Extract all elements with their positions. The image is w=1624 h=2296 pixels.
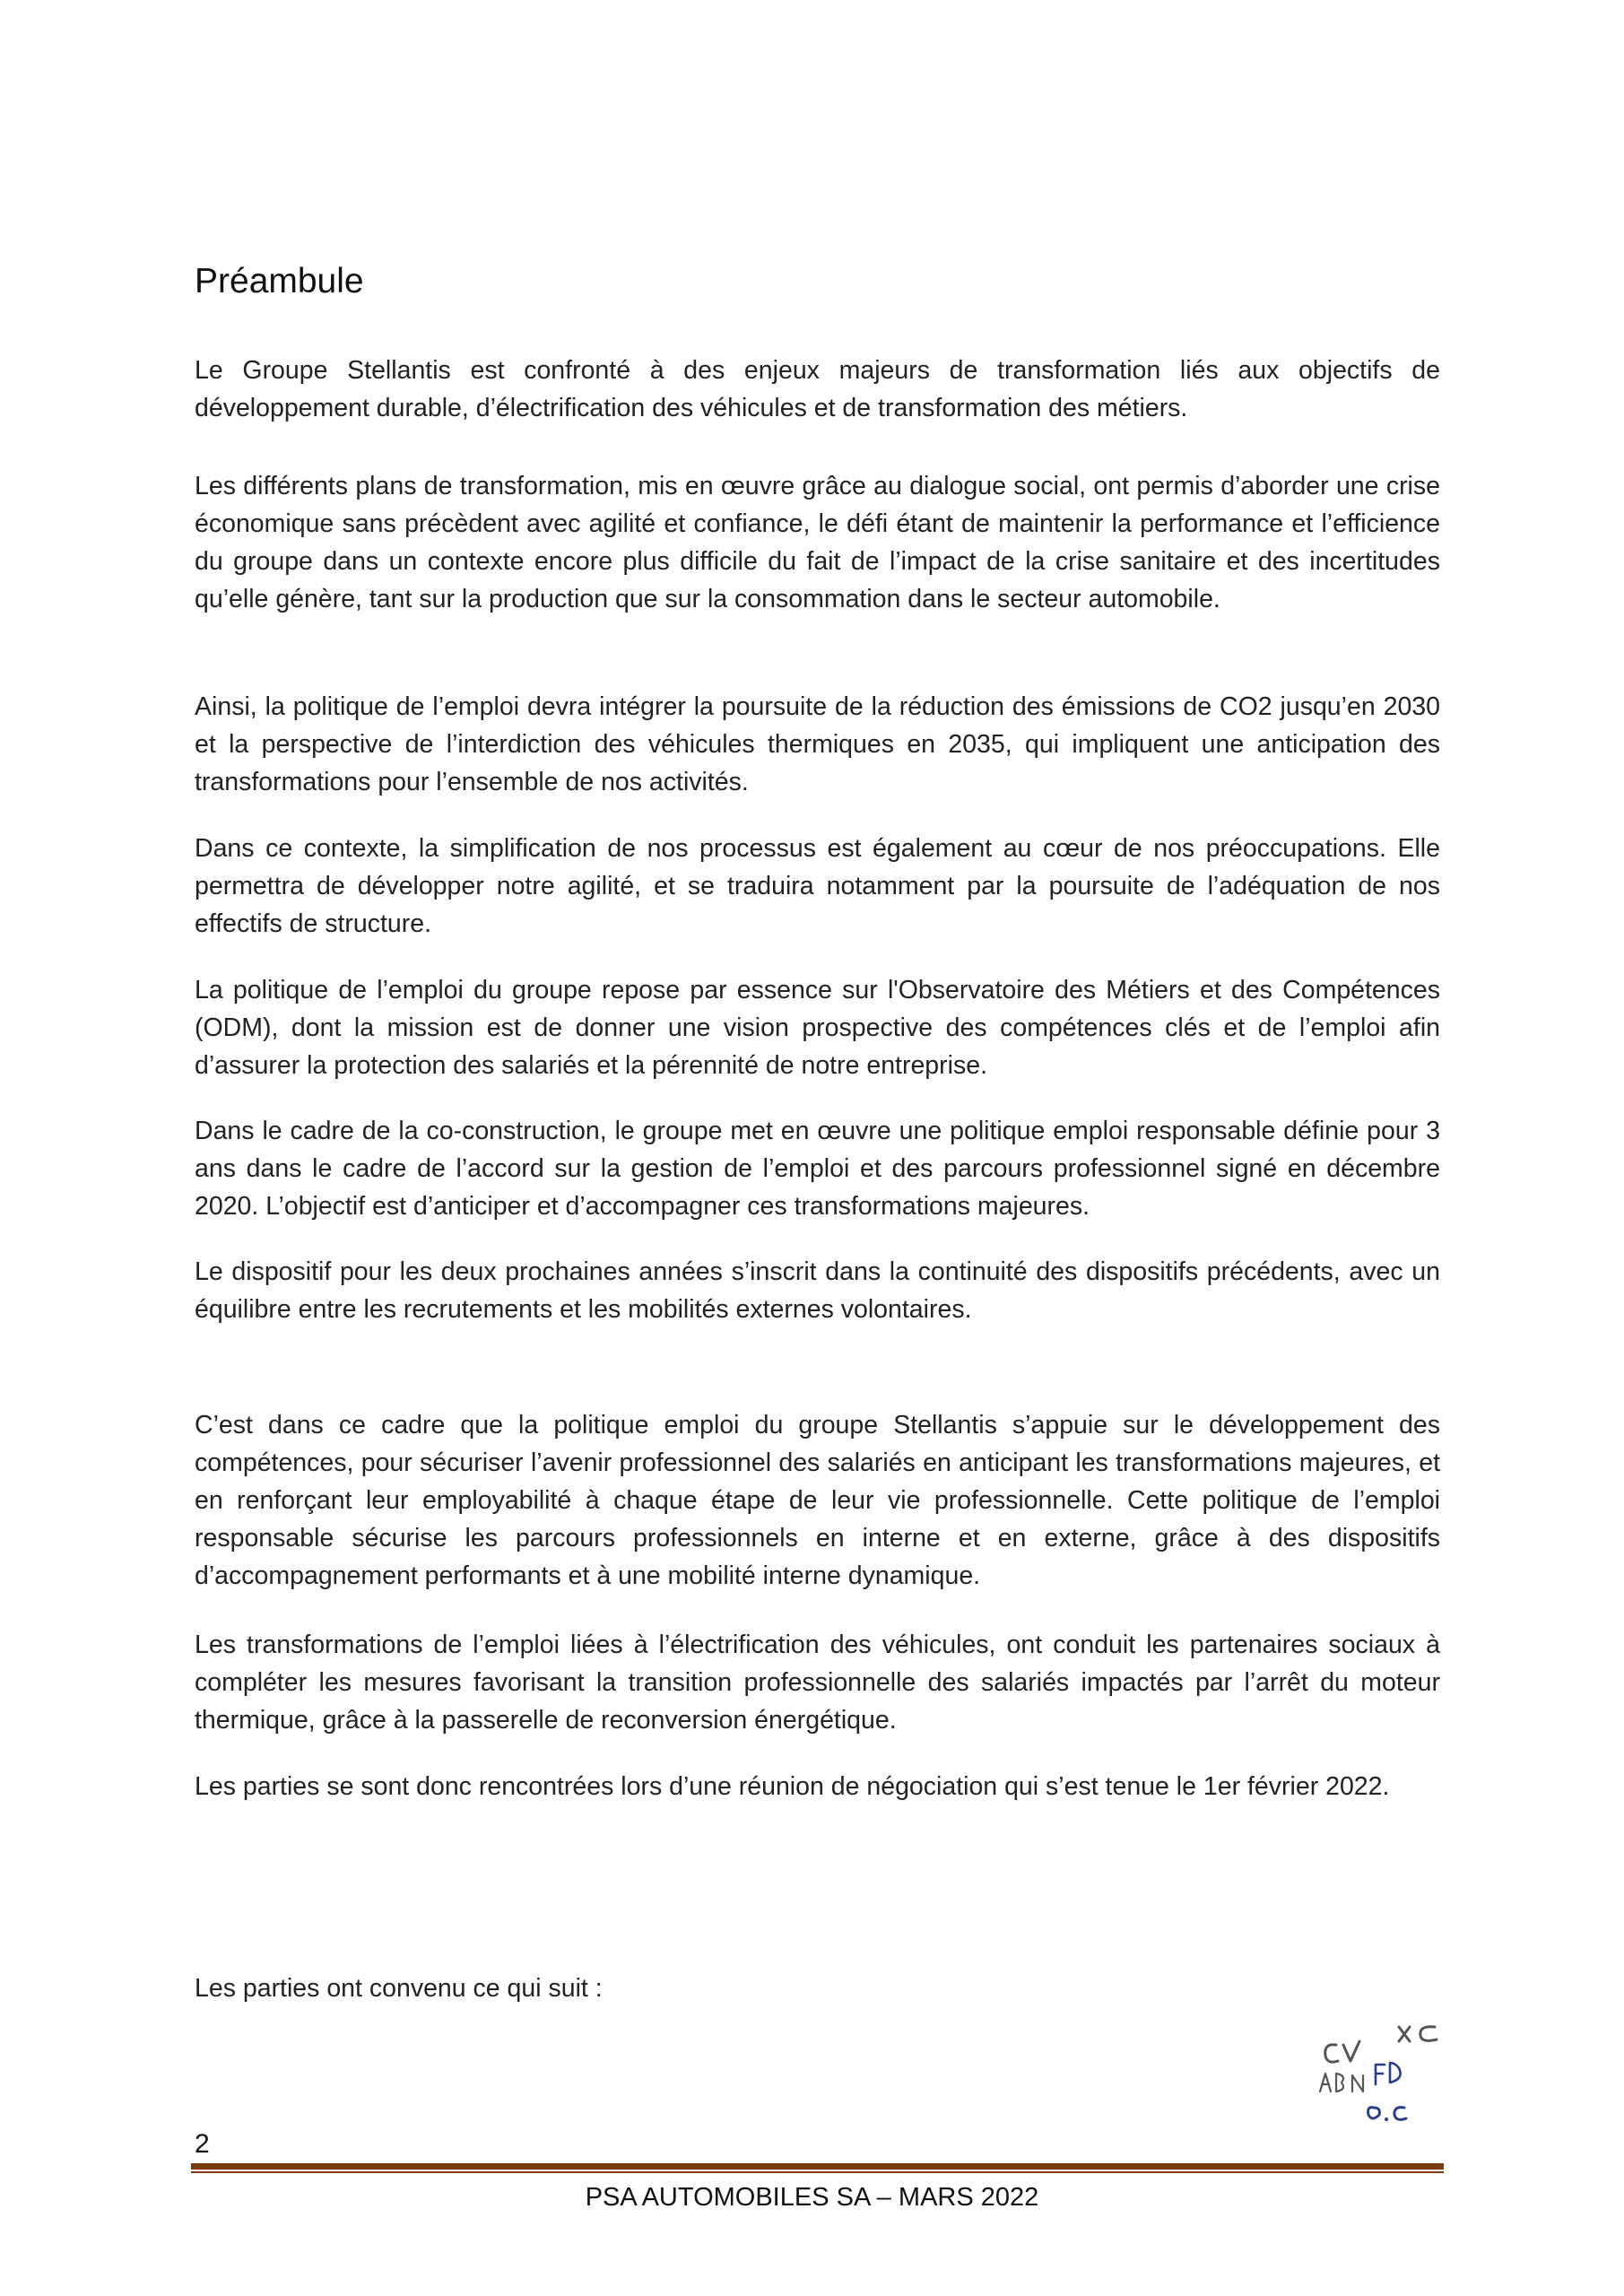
initials-abn xyxy=(1320,2074,1363,2092)
footer-divider xyxy=(191,2163,1444,2170)
paragraph-3: Ainsi, la politique de l’emploi devra intégrer la poursuite de la réduction des émissions de CO2 jusqu’en 2030 et la perspective de l’interdiction des véhicules thermiques en 2035, qui impliquent une anticipation des transformations pour l’ensemble de nos activités. xyxy=(195,692,1440,796)
paragraph-5: La politique de l’emploi du groupe repose par essence sur l'Observatoire des Métiers et des Compétences (ODM), dont la mission est de donner une vision prospective des compétences clés et de l’emploi afin d’assurer la protection des salariés et la pérennité de notre entreprise. xyxy=(195,976,1440,1080)
paragraph-10: Les parties se sont donc rencontrées lors d’une réunion de négociation qui s’est tenue le 1er février 2022. xyxy=(195,1772,1390,1801)
paragraph-8: C’est dans ce cadre que la politique emploi du groupe Stellantis s’appuie sur le développement des compétences, pour sécuriser l’avenir professionnel des salariés en anticipant les transformations majeures, et en renforçant leur employabilité à chaque étape de leur vie professionnelle. Cette politique de l’emploi responsable sécurise les parcours professionnels en interne et en externe, grâce à des dispositifs d’accompagnement performants et à une mobilité interne dynamique. xyxy=(195,1411,1440,1590)
paragraph-7: Le dispositif pour les deux prochaines années s’inscrit dans la continuité des dispositifs précédents, avec un équilibre entre les recrutements et les mobilités externes volontaires. xyxy=(195,1257,1440,1324)
paragraph-1: Le Groupe Stellantis est confronté à des enjeux majeurs de transformation liés aux objectifs de développement durable, d’électrification des véhicules et de transformation des métiers. xyxy=(195,356,1440,422)
initials-oc xyxy=(1368,2108,1380,2118)
footer-text: PSA AUTOMOBILES SA – MARS 2022 xyxy=(585,2183,1039,2212)
initials-fd xyxy=(1376,2065,1385,2084)
paragraph-11: Les parties ont convenu ce qui suit : xyxy=(195,1974,603,2003)
page-number: 2 xyxy=(195,2129,210,2159)
section-title: Préambule xyxy=(195,262,364,300)
footer-divider-thin xyxy=(191,2171,1444,2173)
handwritten-initials-signature xyxy=(1309,2009,1471,2135)
paragraph-9: Les transformations de l’emploi liées à l’électrification des véhicules, ont conduit les partenaires sociaux à compléter les mesures favorisant la transition professionnelle des salariés impactés par l’arrêt du moteur thermique, grâce à la passerelle de reconversion énergétique. xyxy=(195,1631,1440,1735)
paragraph-2: Les différents plans de transformation, mis en œuvre grâce au dialogue social, ont permis d’aborder une crise économique sans précèdent avec agilité et confiance, le défi étant de maintenir la performance et l’efficience du groupe dans un contexte encore plus difficile du fait de l’impact de la crise sanitaire et des incertitudes qu’elle génère, tant sur la production que sur la consommation dans le secteur automobile. xyxy=(195,472,1440,613)
initials-xc xyxy=(1399,2027,1410,2041)
initials-cv xyxy=(1325,2045,1338,2062)
paragraph-4: Dans ce contexte, la simplification de nos processus est également au cœur de nos préoccupations. Elle permettra de développer notre agilité, et se traduira notamment par la poursuite de l’adéquation de nos effectifs de structure. xyxy=(195,834,1440,938)
paragraph-6: Dans le cadre de la co-construction, le groupe met en œuvre une politique emploi responsable définie pour 3 ans dans le cadre de l’accord sur la gestion de l’emploi et des parcours professionnel signé en décembre 2020. L’objectif est d’anticiper et d’accompagner ces transformations majeures. xyxy=(195,1117,1440,1221)
